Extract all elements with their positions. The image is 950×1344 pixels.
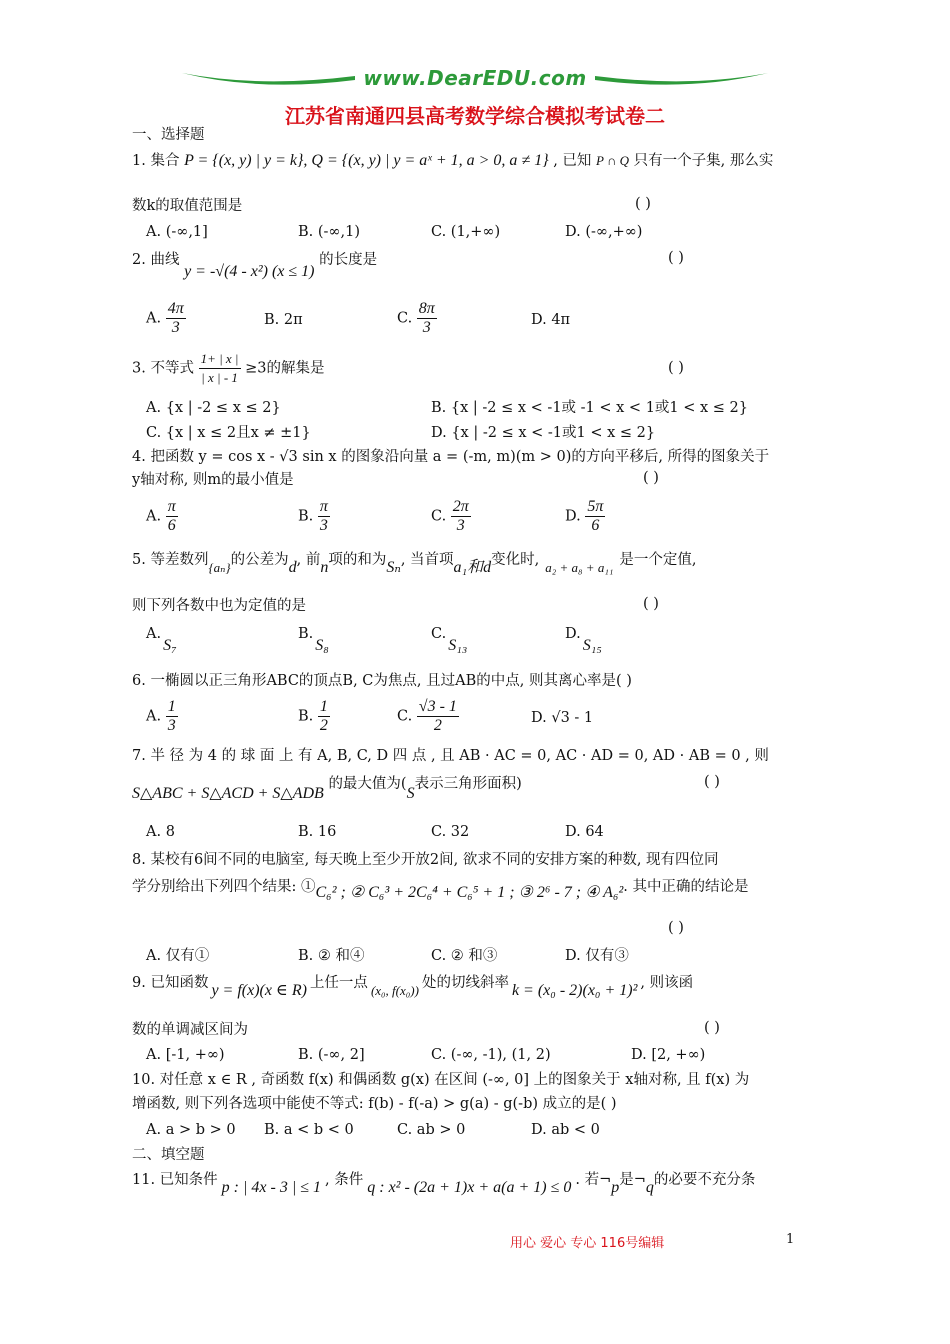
q6-option-b-fraction <box>318 698 330 735</box>
q10-line1: 10. 对任意 x ∈ R , 奇函数 f(x) 和偶函数 g(x) 在区间 (-∞, 0] 上的图象关于 x轴对称, 且 f(x) 为 <box>132 1072 750 1088</box>
q4-option-d[interactable] <box>565 498 605 535</box>
q1-option-b[interactable]: B. (-∞,1) <box>298 224 361 240</box>
q5-option-b-value: S₈ <box>315 637 329 654</box>
q4-option-b-label: B. <box>298 508 314 525</box>
q9-slope: k = (x₀ - 2)(x₀ + 1)² <box>511 982 638 999</box>
q9-point: (x₀, f(x₀)) <box>370 983 419 998</box>
q11-var-p: p <box>611 1179 620 1196</box>
q3-text-a: 3. 不等式 <box>132 360 194 377</box>
q5-option-c-label: C. <box>431 626 447 642</box>
q4-option-c-label: C. <box>431 508 447 525</box>
q5-text: , 当首项 <box>400 552 454 568</box>
q3-option-c[interactable]: C. {x | x ≤ 2且x ≠ ±1} <box>146 425 311 441</box>
q2-option-c-fraction <box>417 300 437 337</box>
q7-answer-paren: ( ) <box>704 774 720 790</box>
q9-option-b[interactable]: B. (-∞, 2] <box>298 1047 365 1063</box>
q7-text: 表示三角形面积) <box>414 776 522 792</box>
page-footer: 用心 爱心 专心 116号编辑 <box>510 1236 665 1251</box>
q10-option-b[interactable]: B. a < b < 0 <box>264 1122 354 1138</box>
section-choice: 一、选择题 <box>132 127 205 143</box>
q8-option-a[interactable]: A. 仅有① <box>146 948 210 964</box>
frac-denominator: 2 <box>319 717 328 734</box>
q1-line2: 数k的取值范围是 <box>132 198 243 214</box>
q8-option-c[interactable]: C. ② 和③ <box>431 948 498 964</box>
q5-option-b-label: B. <box>298 626 314 642</box>
q6-option-c[interactable] <box>397 698 459 735</box>
q8-option-d[interactable]: D. 仅有③ <box>565 948 629 964</box>
q11-text: , 条件 <box>325 1172 364 1188</box>
q5-line1 <box>132 550 697 576</box>
q9-text: 9. 已知函数 <box>132 975 209 991</box>
q6-option-a[interactable] <box>146 698 178 735</box>
q4-option-a-label: A. <box>146 508 162 525</box>
q1-formula-b: P ∩ Q <box>596 153 630 168</box>
q9-option-a[interactable]: A. [-1, +∞) <box>146 1047 225 1063</box>
q5-option-c-value: S₁₃ <box>448 637 468 654</box>
q3-fraction <box>199 350 241 387</box>
q9-answer-paren: ( ) <box>704 1020 720 1036</box>
q8-line2 <box>132 877 749 901</box>
q2-option-a[interactable] <box>146 300 186 337</box>
q6-option-a-label: A. <box>146 708 162 725</box>
q5-option-b[interactable] <box>298 624 329 654</box>
q4-option-b-fraction <box>318 498 330 535</box>
q11-text: 是¬ <box>619 1172 646 1188</box>
q1-text-c: 只有一个子集, 那么实 <box>633 153 774 169</box>
frac-numerator: π <box>319 498 328 515</box>
q4-option-c[interactable] <box>431 498 471 535</box>
q5-text: 的公差为 <box>230 552 289 568</box>
q6-option-c-label: C. <box>397 708 413 725</box>
q4-option-a[interactable] <box>146 498 178 535</box>
q11-var-q: q <box>645 1179 654 1196</box>
q4-option-b[interactable] <box>298 498 330 535</box>
frac-denominator: 3 <box>319 517 328 534</box>
q11-line1 <box>132 1170 756 1196</box>
q5-sequence: {aₙ} <box>208 560 231 575</box>
q4-answer-paren: ( ) <box>643 470 659 486</box>
q7-text: 的最大值为( <box>328 776 407 792</box>
frac-denominator: 3 <box>171 319 180 336</box>
q4-line1: 4. 把函数 y = cos x - √3 sin x 的图象沿向量 a = (-m, m)(m > 0)的方向平移后, 所得的图象关于 <box>132 449 770 465</box>
q5-answer-paren: ( ) <box>643 596 659 612</box>
q2-option-a-label: A. <box>146 310 162 327</box>
q5-var-a1d: a₁和d <box>453 559 492 576</box>
q6-option-c-fraction <box>417 698 459 735</box>
q6-option-d[interactable]: D. √3 - 1 <box>531 710 594 726</box>
frac-numerator: 8π <box>418 300 435 317</box>
frac-numerator: 4π <box>167 300 184 317</box>
q5-option-a-value: S₇ <box>163 637 177 654</box>
q6-option-b-label: B. <box>298 708 314 725</box>
q3-line1 <box>132 350 325 387</box>
q5-text: 是一个定值, <box>619 552 697 568</box>
q9-text: 上任一点 <box>309 975 368 991</box>
q8-option-b[interactable]: B. ② 和④ <box>298 948 365 964</box>
q2-option-c[interactable] <box>397 300 437 337</box>
q4-option-c-fraction <box>451 498 471 535</box>
frac-numerator: 2π <box>452 498 469 515</box>
frac-numerator: √3 - 1 <box>418 698 457 715</box>
q5-var-n: n <box>320 559 329 576</box>
frac-numerator: 1+ | x | <box>199 350 241 369</box>
q11-condition-p: p : | 4x - 3 | ≤ 1 <box>221 1179 322 1196</box>
q1-option-c[interactable]: C. (1,+∞) <box>431 224 501 240</box>
q3-answer-paren: ( ) <box>668 360 684 376</box>
q4-option-d-label: D. <box>565 508 581 525</box>
q4-line2: y轴对称, 则m的最小值是 <box>132 472 294 488</box>
frac-denominator: 6 <box>167 517 176 534</box>
q9-function: y = f(x)(x ∈ R) <box>211 982 307 999</box>
q11-text: 11. 已知条件 <box>132 1172 218 1188</box>
q7-var-s: S <box>406 785 415 802</box>
q3-text-b: ≥3的解集是 <box>245 360 325 377</box>
q9-option-c[interactable]: C. (-∞, -1), (1, 2) <box>431 1047 551 1063</box>
q1-answer-paren: ( ) <box>635 196 651 212</box>
q8-results: C₆² ; ② C₆³ + 2C₆⁴ + C₆⁵ + 1 ; ③ 2⁶ - 7 ; ④ A₆² <box>315 884 624 901</box>
q5-option-a-label: A. <box>146 626 162 642</box>
q9-line2: 数的单调减区间为 <box>132 1022 248 1038</box>
q2-text-a: 2. 曲线 <box>132 252 180 268</box>
q5-sum: a₂ + a₈ + a₁₁ <box>545 560 614 575</box>
section-fill: 二、填空题 <box>132 1147 205 1163</box>
q5-option-c[interactable] <box>431 624 468 654</box>
q1-line1 <box>132 151 773 171</box>
frac-denominator: 3 <box>422 319 431 336</box>
q6-line: 6. 一椭圆以正三角形ABC的顶点B, C为焦点, 且过AB的中点, 则其离心率是( ) <box>132 673 632 689</box>
frac-denominator: 3 <box>167 717 176 734</box>
q8-line1: 8. 某校有6间不同的电脑室, 每天晚上至少开放2间, 欲求不同的安排方案的种数, 现有四位同 <box>132 852 719 868</box>
q2-option-a-fraction <box>166 300 186 337</box>
q5-option-d-value: S₁₅ <box>582 637 602 654</box>
q1-option-a[interactable]: A. (-∞,1] <box>146 224 208 240</box>
q5-option-d-label: D. <box>565 626 581 642</box>
q7-option-a[interactable]: A. 8 <box>146 824 175 840</box>
q10-option-d[interactable]: D. ab < 0 <box>531 1122 600 1138</box>
q5-line2: 则下列各数中也为定值的是 <box>132 598 306 614</box>
q2-option-c-label: C. <box>397 310 413 327</box>
q7-area-sum: S△ABC + S△ACD + S△ADB <box>132 785 324 802</box>
page-title: 江苏省南通四县高考数学综合模拟考试卷二 <box>285 104 665 128</box>
q3-option-d[interactable]: D. {x | -2 ≤ x < -1或1 < x ≤ 2} <box>431 425 656 441</box>
q2-text-b: 的长度是 <box>319 252 378 268</box>
q6-option-a-fraction <box>166 698 178 735</box>
q3-option-b[interactable]: B. {x | -2 ≤ x < -1或 -1 < x < 1或1 < x ≤ 2} <box>431 400 749 416</box>
frac-numerator: 1 <box>319 698 328 715</box>
q10-line2: 增函数, 则下列各选项中能使不等式: f(b) - f(-a) > g(a) - g(-b) 成立的是( ) <box>132 1096 617 1112</box>
q5-option-d[interactable] <box>565 624 602 654</box>
q3-option-a[interactable]: A. {x | -2 ≤ x ≤ 2} <box>146 400 281 416</box>
q5-var-d: d <box>288 559 297 576</box>
q1-text-a: 1. 集合 <box>132 153 180 169</box>
q9-text: , 则该函 <box>640 975 694 991</box>
frac-denominator: 3 <box>456 517 465 534</box>
q10-option-a[interactable]: A. a > b > 0 <box>146 1122 236 1138</box>
q9-text: 处的切线斜率 <box>421 975 509 991</box>
q1-text-b: , 已知 <box>553 153 592 169</box>
q5-text: 变化时, <box>491 552 540 568</box>
q9-line1 <box>132 973 694 999</box>
q2-option-d[interactable]: D. 4π <box>531 312 571 328</box>
q1-formula: P = {(x, y) | y = k}, Q = {(x, y) | y = aˣ + 1, a > 0, a ≠ 1} <box>184 152 549 169</box>
q7-line2 <box>132 774 522 802</box>
q1-option-d[interactable]: D. (-∞,+∞) <box>565 224 643 240</box>
q11-condition-q: q : x² - (2a + 1)x + a(a + 1) ≤ 0 <box>367 1179 572 1196</box>
frac-denominator: 6 <box>591 517 600 534</box>
page-number: 1 <box>786 1232 795 1247</box>
q6-option-b[interactable] <box>298 698 330 735</box>
q11-text: . 若¬ <box>575 1172 612 1188</box>
q2-option-b[interactable]: B. 2π <box>264 312 303 328</box>
q4-option-d-fraction <box>585 498 605 535</box>
q9-option-d[interactable]: D. [2, +∞) <box>631 1047 706 1063</box>
q4-option-a-fraction <box>166 498 178 535</box>
site-name[interactable]: www.DearEDU.com <box>363 66 587 90</box>
q2-formula: y = -√(4 - x²) (x ≤ 1) <box>184 263 315 280</box>
q8-answer-paren: ( ) <box>668 920 684 936</box>
q8-text: 学分别给出下列四个结果: ① <box>132 879 316 895</box>
q5-text: , 前 <box>296 552 321 568</box>
q5-var-sn: Sₙ <box>386 559 401 576</box>
frac-numerator: 5π <box>587 498 604 515</box>
q5-text: 项的和为 <box>328 552 387 568</box>
q10-option-c[interactable]: C. ab > 0 <box>397 1122 466 1138</box>
q8-text: . 其中正确的结论是 <box>623 879 749 895</box>
frac-numerator: π <box>167 498 176 515</box>
frac-numerator: 1 <box>167 698 176 715</box>
q7-option-d[interactable]: D. 64 <box>565 824 604 840</box>
q5-option-a[interactable] <box>146 624 177 654</box>
frac-denominator: 2 <box>433 717 442 734</box>
q11-text: 的必要不充分条 <box>653 1172 756 1188</box>
site-banner <box>180 64 770 96</box>
q5-text: 5. 等差数列 <box>132 552 209 568</box>
q7-line1: 7. 半 径 为 4 的 球 面 上 有 A, B, C, D 四 点 , 且 AB · AC = 0, AC · AD = 0, AD · AB = 0 , 则 <box>132 748 769 764</box>
frac-denominator: | x | - 1 <box>201 370 238 385</box>
q2-line1 <box>132 250 378 280</box>
q7-option-b[interactable]: B. 16 <box>298 824 337 840</box>
q7-option-c[interactable]: C. 32 <box>431 824 470 840</box>
q2-answer-paren: ( ) <box>668 250 684 266</box>
